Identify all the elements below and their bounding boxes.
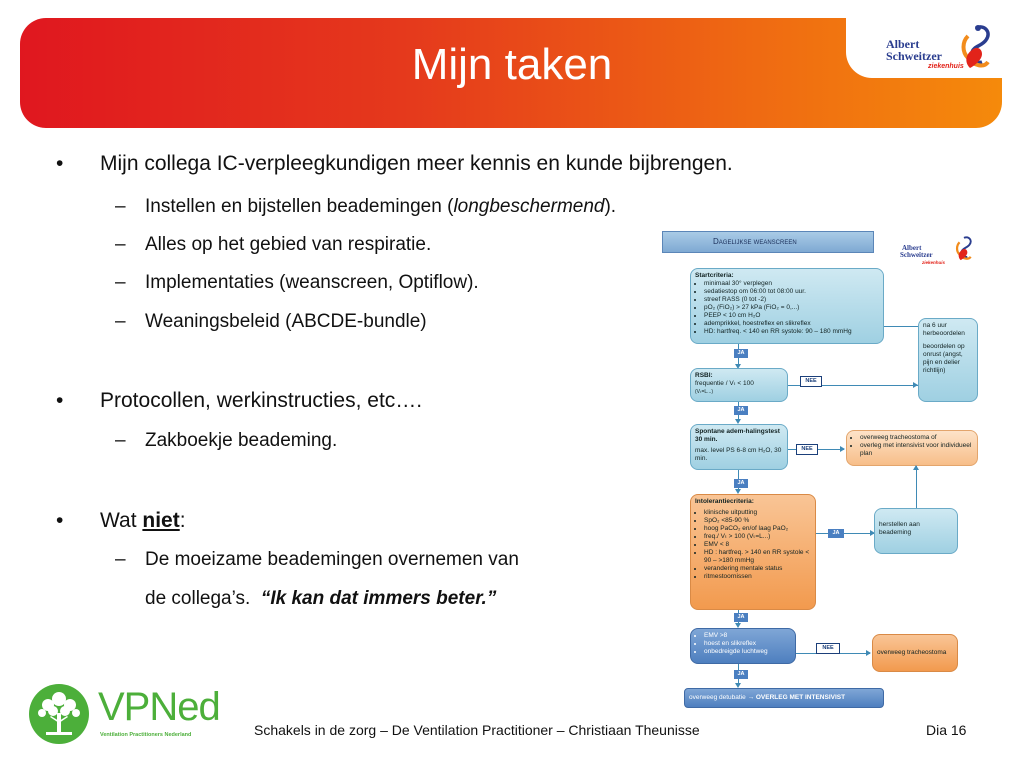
connector [884,326,918,327]
bullet-1-text: Mijn collega IC-verpleegkundigen meer kennis en kunde bijbrengen. [100,152,733,175]
arrow-right-icon [840,446,845,452]
sub-3-1-cont [145,588,496,610]
overleg-intensivist-box [684,688,884,708]
sub-1-2-text: Alles op het gebied van respiratie. [145,234,432,255]
ja-label: JA [734,349,748,358]
startcriteria-item: • sedatiestop om 06:00 tot 08:00 uur. [704,288,879,296]
startcriteria-item: • PEEP < 10 cm H₂O [704,312,879,320]
rsbi-sub: (Vₜ=L...) [695,389,714,395]
sub-2-1 [115,430,338,452]
startcriteria-item: • streef RASS (0 tot -2) [704,296,879,304]
rsbi-box [690,368,788,402]
sub-1-2 [115,234,432,256]
startcriteria-item: • minimaal 30° verplegen [704,280,879,288]
dash: – [115,311,126,332]
sub-1-1-post: ). [604,196,617,217]
sub-3-1-line1: De moeizame beademingen overnemen van [145,549,519,570]
ja-label: JA [734,479,748,488]
sub-1-4-text: Weaningsbeleid (ABCDE-bundle) [145,311,427,332]
bullet-3-pre: Wat [100,509,143,532]
intolerantie-item: • klinische uitputting [704,509,811,517]
sub-3-1-line2: de collega’s. [145,588,261,609]
intolerantie-item: • SpO₂ <85-90 % [704,517,811,525]
connector [916,466,917,508]
weanscreen-flowchart [660,228,990,714]
startcriteria-item: • HD: hartfreq. < 140 en RR systole: 90 – 180 mmHg [704,328,879,336]
intolerantie-item: • HD : hartfreq. > 140 en RR systole < 90 – >180 mmHg [704,549,811,565]
tree-icon [28,683,90,745]
intolerantie-item: • ritmestoornissen [704,573,811,581]
tracheostoma-note-box [846,430,978,466]
arrow-up-icon [913,465,919,470]
arrow-right-icon [913,382,918,388]
intolerantie-item: • EMV < 8 [704,541,811,549]
herbeoordelen-box [918,318,978,402]
ja-label: JA [734,406,748,415]
bullet-3 [56,509,186,533]
flowchart-header: Dagelijkse weanscreen [662,231,874,253]
logo-line3: ziekenhuis [928,63,964,70]
footer-center: Schakels in de zorg – De Ventilation Practitioner – Christiaan Theunisse [254,722,700,738]
bullet-2-text: Protocollen, werkinstructies, etc…. [100,389,423,412]
sub-1-1-em: longbeschermend [453,196,605,217]
hospital-logo [846,18,1002,78]
nee-label: NEE [816,643,840,654]
spontane-box [690,424,788,470]
bullet-dot: • [56,509,64,532]
bullet-2 [56,389,423,413]
emv-item: • onbedreigde luchtweg [704,648,791,656]
bottom-strong: OVERLEG MET INTENSIVIST [755,694,846,701]
intolerantie-item: • verandering mentale status [704,565,811,573]
vpned-logo-sub: Ventilation Practitioners Nederland [100,732,192,738]
overweeg-trach-text: overweeg tracheostoma [877,649,947,656]
sub-2-1-text: Zakboekje beademing. [145,430,338,451]
note-line2: herbeoordelen [923,330,965,337]
dash: – [115,196,126,217]
ja-label: JA [828,529,844,538]
rsbi-title: RSBI: [695,372,713,379]
spontane-title: Spontane adem-halingstest 30 min. [695,428,780,443]
sub-1-1-pre: Instellen en bijstellen beademingen ( [145,196,454,217]
bullet-3-strong: niet [142,509,180,532]
fc-logo-line2: Schweitzer [900,251,933,259]
ja-label: JA [734,670,748,679]
sub-1-4 [115,311,427,333]
ja-label: JA [734,613,748,622]
dash: – [115,272,126,293]
bottom-pre: overweeg detubatie [689,694,746,701]
dash: – [115,234,126,255]
bullet-3-post: : [179,509,186,532]
intolerantie-title: Intolerantiecriteria: [695,498,754,505]
intolerantiecriteria-box [690,494,816,610]
sub-1-3-text: Implementaties (weanscreen, Optiflow). [145,272,479,293]
sub-1-1 [115,196,617,218]
startcriteria-item: • ademprikkel, hoestreflex en slikreflex [704,320,879,328]
fc-schweitzer-emblem-icon [954,232,974,266]
startcriteria-box [690,268,884,344]
bullet-dot: • [56,389,64,412]
sub-1-3 [115,272,479,294]
emv-item: • EMV >8 [704,632,791,640]
logo-line2: Schweitzer [886,49,942,63]
rsbi-text: frequentie / Vₜ < 100 [695,380,754,387]
vpned-logo [28,683,238,749]
arrow-right-icon [866,650,871,656]
intolerantie-item: • hoog PaCO₂ en/of laag PaO₂ [704,525,811,533]
fc-logo-line3: ziekenhuis [922,260,946,265]
schweitzer-emblem-icon [958,22,994,74]
trach-note-item: • overweeg tracheostoma of [860,434,973,442]
page-number: Dia 16 [926,722,967,738]
page-title: Mijn taken [411,40,613,89]
intolerantie-item: • freq./ Vₜ > 100 (Vₜ=L...) [704,533,811,541]
sub-3-1-quote: “Ik kan dat immers beter.” [260,588,497,609]
sub-3-1 [115,549,519,571]
nee-label: NEE [800,376,822,387]
note-line3: beoordelen op onrust (angst, pijn en delier richtlijn) [923,343,965,374]
herstellen-text: herstellen aan beademing [879,521,920,536]
bullet-1 [56,152,733,176]
dash: – [115,430,126,451]
spontane-text: max. level PS 6-8 cm H₂O, 30 min. [695,447,782,462]
herstellen-box [874,508,958,554]
fc-logo-line1: Albert [902,244,922,252]
bottom-arrow: → [747,694,755,701]
emv-box [690,628,796,664]
connector [816,533,874,534]
logo-line1: Albert [886,37,920,51]
dash: – [115,549,126,570]
vpned-logo-text: VPNed [98,685,220,729]
nee-label: NEE [796,444,818,455]
emv-item: • hoest en slikreflex [704,640,791,648]
note-line1: na 6 uur [923,322,947,329]
startcriteria-title: Startcriteria: [695,272,734,279]
bullet-dot: • [56,152,64,175]
trach-note-item: • overleg met intensivist voor individueel plan [860,442,973,458]
startcriteria-item: • pO₂ (FiO₂) > 27 kPa (FiO₂ = 0,...) [704,304,879,312]
overweeg-tracheostoma-box [872,634,958,672]
